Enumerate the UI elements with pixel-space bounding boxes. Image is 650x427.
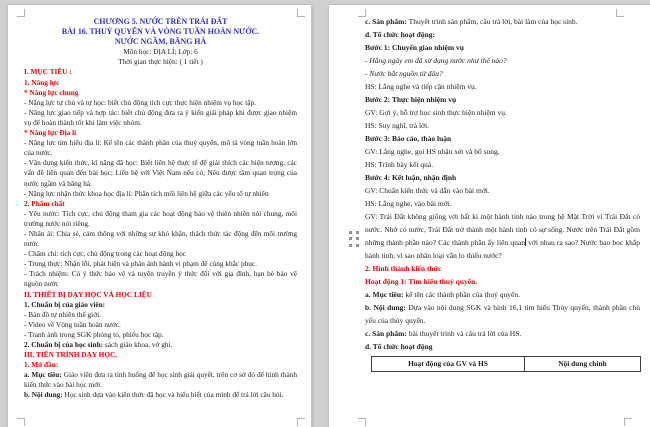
text-run: kể tên các thành phần của thuỷ quyển. xyxy=(403,290,520,299)
paragraph xyxy=(365,80,640,93)
table-header-row xyxy=(372,357,641,372)
text-run: - Trách nhiệm: Có ý thức bảo vệ và tuyên truyền ý thức đối với gia đình, bạn bè bảo vệ nguồn nước xyxy=(24,269,297,289)
paragraph xyxy=(24,370,297,390)
section-heading-3 xyxy=(24,350,297,360)
text-run: Bước 3: Báo cáo, thảo luận xyxy=(365,134,452,143)
paragraph xyxy=(24,330,297,340)
sub-heading-nang-luc xyxy=(24,78,297,88)
text-run: c. Sản phẩm: xyxy=(365,17,407,26)
text-run: - Năng lực tìm hiểu địa lí: Kể tên các thành phần của thuỷ quyển, mô tả vòng tuần hoàn lớn của nước. xyxy=(24,138,297,158)
text-run: BÀI 16. THUỶ QUYỂN VÀ VÒNG TUẦN HOÀN NƯỚC. xyxy=(61,27,260,37)
sub-heading-chuan-bi-gv xyxy=(24,300,297,310)
paragraph xyxy=(24,108,297,128)
text-run: HS: Lắng nghe và tiếp cận nhiệm vụ. xyxy=(365,82,477,91)
text-run: d. Tổ chức hoạt động xyxy=(365,342,433,351)
text-run: HS: Lắng nghe, vào bài mới. xyxy=(365,199,452,208)
section-heading-hinh-thanh xyxy=(365,262,640,275)
text-run: Học sinh dựa vào kiến thức đã học và hiểu biết của mình để trả lời câu hỏi. xyxy=(62,390,284,400)
paragraph xyxy=(24,249,297,259)
table-header-cell: Hoạt động của GV và HS xyxy=(372,357,525,372)
paragraph xyxy=(365,184,640,197)
text-run: 2. Chuẩn bị của học sinh: xyxy=(24,340,104,349)
paragraph xyxy=(24,189,297,199)
crop-mark xyxy=(17,418,25,426)
sub-heading-to-chuc-2 xyxy=(365,340,640,353)
step-heading-3 xyxy=(365,132,640,145)
text-run: - Năng lực giao tiếp và hợp tác: biết chủ động đưa ra ý kiến giải pháp khi được giao nhiệm vụ để hoàn thành tốt khi làm việc nhóm. xyxy=(24,107,297,127)
paragraph xyxy=(365,145,640,158)
text-run: GV: Lắng nghe, gọi HS nhận xét và bổ sung. xyxy=(365,147,500,156)
paragraph xyxy=(365,158,640,171)
text-run: III. TIẾN TRÌNH DẠY HỌC. xyxy=(24,350,118,360)
crop-mark xyxy=(297,418,305,426)
text-run: GV: Gợi ý, hỗ trợ học sinh thực hiện nhiệm vụ. xyxy=(365,108,507,117)
text-run: - Tranh ảnh trong SGK phóng to, phiếu học tập. xyxy=(24,329,164,339)
text-run: NƯỚC NGẦM, BĂNG HÀ xyxy=(114,37,207,47)
text-run: 1. Chuẩn bị của giáo viên: xyxy=(24,299,106,309)
paragraph xyxy=(365,197,640,210)
page-1 xyxy=(8,5,311,427)
section-heading-1 xyxy=(24,67,297,77)
text-run: HS: Suy nghĩ, trả lời. xyxy=(365,121,429,130)
activity-table xyxy=(371,356,641,372)
text-run: Bước 2: Thực hiện nhiệm vụ xyxy=(365,95,457,104)
paragraph xyxy=(365,288,640,301)
text-run: Bước 4: Kết luận, nhận định xyxy=(365,173,457,182)
text-run: * Năng lực Địa lí xyxy=(24,128,77,138)
text-run: - Vận dụng kiến thức, kĩ năng đã học: Biết liên hệ thực tế để giải thích các hiện tượng, các vấn đề liên quan đến bài học; Liên hệ với Việt Nam nếu có; Nêu được tầm quan trọng của nước ngầm và băng hà. xyxy=(24,158,297,188)
text-run: a. Mục tiêu: xyxy=(24,370,62,380)
text-run: sách giáo khoa, vở ghi. xyxy=(103,340,173,349)
duration-line xyxy=(24,57,297,67)
text-run: Hoạt động 1: Tìm hiểu thuỷ quyển. xyxy=(365,277,478,286)
text-run: - Nhân ái: Chia sẻ, cảm thông với những sự khó khăn, thách thức tác động đến môi trường nước xyxy=(24,228,297,249)
text-run: - Bản đồ tự nhiên thế giới. xyxy=(24,309,101,319)
text-run: với nhau ra sao? Nước bao bọc khắp hành tinh, vì sao nhân loại vẫn lo thiếu nước? xyxy=(365,238,640,260)
paragraph xyxy=(365,15,640,28)
text-run: HS: Trình bày kết quả. xyxy=(365,160,434,169)
text-run: b. Nội dung: xyxy=(24,390,63,400)
paragraph xyxy=(365,119,640,132)
text-run: - Chăm chỉ: tích cực, chủ động trong các hoạt động học xyxy=(24,249,187,259)
text-run: - Nước bắt nguồn từ đâu? xyxy=(365,69,443,78)
step-heading-1 xyxy=(365,41,640,54)
paragraph xyxy=(24,269,297,289)
page-2 xyxy=(329,5,650,427)
sub-heading-nang-luc-chung xyxy=(24,88,297,98)
paragraph xyxy=(24,390,297,400)
text-run: - Năng lực nhận thức khoa học địa lí: Phân tích mối liên hệ giữa các yếu tố tự nhiên xyxy=(24,188,269,198)
paragraph xyxy=(24,310,297,320)
text-run: - Trung thực: Nhận lỗi, phát hiện và phản ánh hành vi phạm để cùng khắc phục. xyxy=(24,259,257,269)
paragraph xyxy=(365,327,640,340)
paragraph xyxy=(24,138,297,158)
paragraph xyxy=(24,259,297,269)
text-run: b. Nội dung: xyxy=(365,303,406,312)
subject-line xyxy=(24,47,297,57)
drag-handle-icon[interactable] xyxy=(349,231,360,248)
text-run: * Năng lực chung xyxy=(24,87,79,97)
text-run: Giáo viên đưa ra tình huống để học sinh giải quyết, trên cơ sở đó để hình thành kiến thức vào bài học mới. xyxy=(24,370,297,390)
page-2-content xyxy=(365,15,640,372)
question xyxy=(365,67,640,80)
lesson-title-line-2 xyxy=(24,37,297,47)
crop-mark xyxy=(297,9,305,17)
text-run: Thuyết trình sản phẩm, câu trả lời, bài làm của học sinh. xyxy=(406,17,578,26)
activity-heading-1 xyxy=(365,275,640,288)
text-run: II. THIẾT BỊ DẠY HỌC VÀ HỌC LIỆU xyxy=(24,289,152,299)
paragraph xyxy=(24,229,297,249)
text-run: - Năng lực tự chủ và tự học: biết chủ động tích cực thực hiện nhiệm vụ học tập. xyxy=(24,97,256,107)
paragraph xyxy=(365,301,640,327)
text-run: I. MỤC TIÊU : xyxy=(24,67,72,77)
text-run: a. Mục tiêu: xyxy=(365,290,404,299)
table-header-cell: Nội dung chính xyxy=(524,357,640,372)
paragraph xyxy=(24,158,297,188)
paragraph xyxy=(24,340,297,350)
text-run: - Video về Vòng tuần hoàn nước. xyxy=(24,319,121,329)
text-run: GV: Trái Đất không giống với bất kì một hành tinh nào trong hệ Mặt Trời vì Trái Đất có nước. Nhờ có nước, Trái Đất trở thành một hành tinh có sự sống. Nước trên Trái Đất gồm những thành phần nào? Các thành phần ấy liên quan xyxy=(365,212,640,247)
paragraph xyxy=(365,106,640,119)
paragraph xyxy=(365,210,640,262)
paragraph xyxy=(24,209,297,229)
step-heading-2 xyxy=(365,93,640,106)
text-run: Môn học: ĐỊA LÍ; Lớp: 6 xyxy=(123,47,198,57)
text-run: d. Tổ chức hoạt động: xyxy=(365,30,436,39)
text-run: 2. Hình thành kiến thức xyxy=(365,264,442,273)
text-run: Thời gian thực hiện: ( 1 tiết ) xyxy=(118,57,203,67)
text-run: Dựa vào nội dung SGK và hình 16.1 tìm hiểu Thủy quyển, thành phần chủ yếu của thủy quyển. xyxy=(365,303,640,325)
text-run: 2. Phẩm chất xyxy=(24,198,65,208)
sub-heading-nang-luc-dia-li xyxy=(24,128,297,138)
sub-heading-mo-dau xyxy=(24,360,297,370)
text-run: - Hằng ngày em đã sử dụng nước như thế nào? xyxy=(365,56,507,65)
question xyxy=(365,54,640,67)
text-run: Bước 1: Chuyển giao nhiệm vụ xyxy=(365,43,464,52)
paragraph xyxy=(24,98,297,108)
chapter-title xyxy=(24,17,297,27)
page-1-content xyxy=(24,17,297,401)
text-run: c. Sản phẩm: xyxy=(365,329,407,338)
step-heading-4 xyxy=(365,171,640,184)
sub-heading-to-chuc xyxy=(365,28,640,41)
text-run: bài thuyết trình và câu trả lời của HS. xyxy=(406,329,522,338)
text-run: 1. Năng lực xyxy=(24,77,60,87)
crop-mark xyxy=(358,418,366,426)
text-run: 1. Mở đầu: xyxy=(24,360,59,370)
crop-mark xyxy=(17,9,25,17)
paragraph xyxy=(24,320,297,330)
crop-mark xyxy=(624,418,632,426)
lesson-title-line-1 xyxy=(24,27,297,37)
sub-heading-pham-chat xyxy=(24,199,297,209)
text-run: GV: Chuẩn kiến thức và dẫn vào bài mới. xyxy=(365,186,490,195)
text-run: CHƯƠNG 5. NƯỚC TRÊN TRÁI ĐẤT xyxy=(93,17,228,26)
text-run: - Yêu nước: Tích cực, chủ động tham gia các hoạt động bảo vệ thiên nhiên nói chung, môi trường nước nói riêng. xyxy=(24,208,297,228)
section-heading-2 xyxy=(24,290,297,300)
